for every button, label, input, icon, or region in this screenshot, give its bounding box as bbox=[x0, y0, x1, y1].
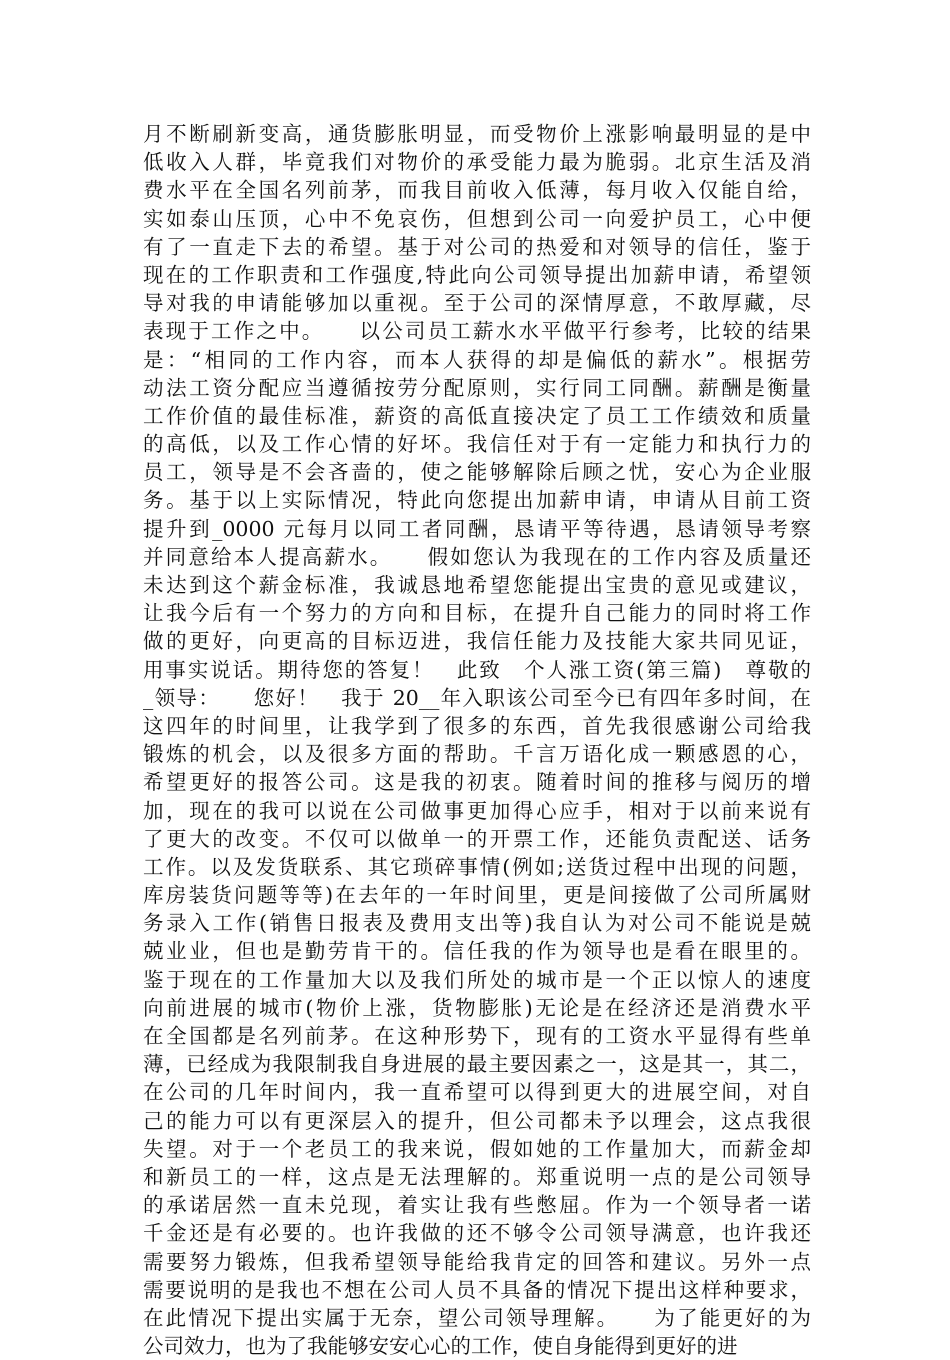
text-line: 员工，领导是不会吝啬的，使之能够解除后顾之忧，安心为企业服 bbox=[143, 460, 811, 485]
text-line: 月不断刷新变高，通货膨胀明显，而受物价上涨影响最明显的是中 bbox=[143, 122, 811, 146]
text-line: 工作价值的最佳标准，薪资的高低直接决定了员工工作绩效和质量 bbox=[143, 403, 811, 428]
text-line: 希望更好的报答公司。这是我的初衷。随着时间的推移与阅历的增 bbox=[143, 770, 811, 795]
text-line: 导对我的申请能够加以重视。至于公司的深情厚意，不敢厚藏，尽 bbox=[143, 291, 811, 316]
text-line: 锻炼的机会，以及很多方面的帮助。千言万语化成一颗感恩的心， bbox=[143, 742, 811, 767]
text-line: 有了一直走下去的希望。基于对公司的热爱和对领导的信任，鉴于 bbox=[143, 234, 811, 259]
text-line: 现在的工作职责和工作强度,特此向公司领导提出加薪申请，希望领 bbox=[143, 262, 811, 287]
text-line: 在公司的几年时间内，我一直希望可以得到更大的进展空间，对自 bbox=[143, 1080, 811, 1105]
text-line: 在此情况下提出实属于无奈，望公司领导理解。 为了能更好的为 bbox=[143, 1305, 811, 1330]
text-line: 需要努力锻炼，但我希望领导能给我肯定的回答和建议。另外一点 bbox=[143, 1249, 811, 1274]
text-line: 并同意给本人提高薪水。 假如您认为我现在的工作内容及质量还 bbox=[143, 544, 811, 569]
text-line: 需要说明的是我也不想在公司人员不具备的情况下提出这样种要求， bbox=[143, 1277, 811, 1302]
text-line: 低收入人群，毕竟我们对物价的承受能力最为脆弱。北京生活及消 bbox=[143, 150, 811, 175]
text-line: 动法工资分配应当遵循按劳分配原则，实行同工同酬。薪酬是衡量 bbox=[143, 375, 811, 400]
text-line: 加，现在的我可以说在公司做事更加得心应手，相对于以前来说有 bbox=[143, 798, 811, 823]
text-line: 了更大的改变。不仅可以做单一的开票工作，还能负责配送、话务 bbox=[143, 826, 811, 851]
text-line: 千金还是有必要的。也许我做的还不够令公司领导满意，也许我还 bbox=[143, 1221, 811, 1246]
text-line: 工作。以及发货联系、其它琐碎事情(例如;送货过程中出现的问题， bbox=[143, 854, 811, 879]
text-line: 的高低，以及工作心情的好坏。我信任对于有一定能力和执行力的 bbox=[143, 432, 811, 457]
text-line: 鉴于现在的工作量加大以及我们所处的城市是一个正以惊人的速度 bbox=[143, 967, 811, 992]
text-line: 薄，已经成为我限制我自身进展的最主要因素之一，这是其一，其二， bbox=[143, 1052, 811, 1077]
text-line: 己的能力可以有更深层入的提升，但公司都未予以理会，这点我很 bbox=[143, 1108, 811, 1133]
document-body bbox=[143, 120, 811, 1360]
text-line: 用事实说话。期待您的答复！ 此致 个人涨工资(第三篇) 尊敬的 bbox=[143, 657, 811, 682]
text-line: 在全国都是名列前茅。在这种形势下，现有的工资水平显得有些单 bbox=[143, 1024, 811, 1048]
text-line: 库房装货问题等等)在去年的一年时间里，更是间接做了公司所属财 bbox=[143, 883, 811, 908]
text-line: 做的更好，向更高的目标迈进，我信任能力及技能大家共同见证， bbox=[143, 629, 811, 654]
text-line: 让我今后有一个努力的方向和目标，在提升自己能力的同时将工作 bbox=[143, 601, 811, 626]
text-line: 和新员工的一样，这点是无法理解的。郑重说明一点的是公司领导 bbox=[143, 1164, 811, 1189]
text-line: 费水平在全国名列前茅，而我目前收入低薄，每月收入仅能自给， bbox=[143, 178, 811, 203]
text-line: 失望。对于一个老员工的我来说，假如她的工作量加大，而薪金却 bbox=[143, 1136, 811, 1161]
text-line: 务录入工作(销售日报表及费用支出等)我自认为对公司不能说是兢 bbox=[143, 911, 811, 936]
text-line: 提升到_0000 元每月以同工者同酬，恳请平等待遇，恳请领导考察 bbox=[143, 516, 811, 541]
text-line: 这四年的时间里，让我学到了很多的东西，首先我很感谢公司给我 bbox=[143, 713, 811, 738]
text-line: 实如泰山压顶，心中不免哀伤，但想到公司一向爱护员工，心中便 bbox=[143, 206, 811, 231]
text-line: 向前进展的城市(物价上涨，货物膨胀)无论是在经济还是消费水平 bbox=[143, 995, 811, 1020]
text-line: _领导： 您好！ 我于 20__年入职该公司至今已有四年多时间，在 bbox=[143, 685, 811, 710]
text-line: 是：“相同的工作内容，而本人获得的却是偏低的薪水”。根据劳 bbox=[143, 347, 811, 372]
text-line: 表现于工作之中。 以公司员工薪水水平做平行参考，比较的结果 bbox=[143, 319, 811, 344]
text-line: 公司效力，也为了我能够安安心心的工作，使自身能得到更好的进 bbox=[143, 1334, 738, 1359]
text-line: 务。基于以上实际情况，特此向您提出加薪申请，申请从目前工资 bbox=[143, 488, 811, 513]
text-line: 未达到这个薪金标准，我诚恳地希望您能提出宝贵的意见或建议， bbox=[143, 573, 811, 597]
text-line: 兢业业，但也是勤劳肯干的。信任我的作为领导也是看在眼里的。 bbox=[143, 939, 811, 964]
text-line: 的承诺居然一直未兑现，着实让我有些憋屈。作为一个领导者一诺 bbox=[143, 1193, 811, 1218]
